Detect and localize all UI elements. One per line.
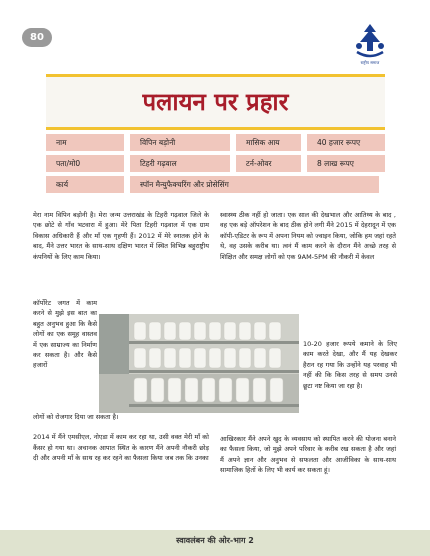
name-label: नाम xyxy=(46,134,124,151)
turnover-value: 8 लाख रूपए xyxy=(307,155,385,172)
page-number: 80 xyxy=(22,28,52,47)
paragraph-2014: 2014 में मैंने एमसीएल, नोएडा में काम कर रहा था, उसी वक्त मेरी माँ को कैंसर हो गया था। अचानक आपात स्थित के कारण मैंने अपनी नौकरी छोड़ दी और अपनी माँ के साथ रह कर रहने का फैसला किया जब तक कि उनका xyxy=(33,433,209,463)
organization-emblem-icon xyxy=(349,22,391,62)
mushroom-spawn-bags-photo xyxy=(99,314,299,413)
paragraph-intro: मेरा नाम विपिन बड़ोनी है। मेरा जन्म उत्तराखंड के टिहरी गढ़वाल जिले के एक छोटे से गाँव भटवारा में हुआ। मेरे पिता टिहरी गढ़वाल में एक ग्राम विकास अधिकारी हैं और माँ एक गृहणी हैं। 2012 में मेरे स्नातक होने के बाद, मैंने उत्तर भारत के साथ-साथ दक्षिण भारत में स्थित विभिन्न बहुराष्ट्रीय कंपनियों के लिए काम किया। xyxy=(33,211,209,261)
footer-title: स्वावलंबन की ओर-भाग 2 xyxy=(176,536,254,545)
address-value: टिहरी गढ़वाल xyxy=(130,155,230,172)
profile-info-table xyxy=(46,134,385,197)
info-row xyxy=(46,134,385,151)
page-title: पलायन पर प्रहार xyxy=(142,88,289,116)
paragraph-corporate: कॉर्पोरेट जगत में काम करने से मुझे इस बात का बहुत अनुभव हुआ कि कैसे लोगों का एक समूह वास्तव में एक साम्राज्य का निर्माण कर सकता है। और कैसे हजारों xyxy=(33,299,97,370)
title-box xyxy=(46,74,385,130)
paragraph-employment xyxy=(33,412,209,464)
logo-caption: राष्ट्रीय समाज xyxy=(360,60,380,65)
turnover-label: टर्न-ओवर xyxy=(236,155,301,172)
paragraph-health: स्वास्थ्य ठीक नहीं हो जाता। एक साल की देखभाल और आतिथ्य के बाद , वह एक बड़े ऑपरेशन के बाद ठीक होने लगी मैंने 2015 में देहरादून में एक कॉपी-एडिटर के रूप में अपना नियम को ज्वाइन किया, जोकि हम जहां रहते थे, वह उसके करीब था। त्वनं मैं काम करने के दौरान मैंने अच्छे तरह से शिक्षित और समक्ष लोगों को एक 9AM-5PM की नौकरी में केवल xyxy=(220,211,396,261)
income-label: मासिक आय xyxy=(236,134,301,151)
address-label: पता/मो0 xyxy=(46,155,124,172)
work-value: स्पॉन मैन्युफैक्चरिंग और प्रोसेसिंग xyxy=(130,176,379,193)
income-value: 40 हजार रूपए xyxy=(307,134,385,151)
work-label: कार्य xyxy=(46,176,124,193)
name-value: विपिन बड़ोनी xyxy=(130,134,230,151)
info-row xyxy=(46,155,385,172)
paragraph-observation: 10-20 हजार रूपये कमाने के लिए काम करते देखा, और मैं यह देखकर हैरान रह गया कि उन्होंने यह परवाह भी नहीं की कि किस तरह से समय उनसे छूटा नष्ट किया जा रहा है। xyxy=(303,340,397,390)
paragraph-employment-end: लोगों को रोजगार दिया जा सकता है। xyxy=(33,413,119,421)
info-row xyxy=(46,176,385,193)
paragraph-decision: आखिरकार मैंने अपने खुद के व्यवसाय को स्थापित करने की योजना बनाने का फैसला किया, जो मुझे अपने परिवार के करीब रख सकता है और जहां मैं अपने ज्ञान और अनुभव से सफलता और आजीविका के साथ-साथ सामाजिक हितों के लिए भी कार्य कर सकता हूं। xyxy=(220,435,396,475)
